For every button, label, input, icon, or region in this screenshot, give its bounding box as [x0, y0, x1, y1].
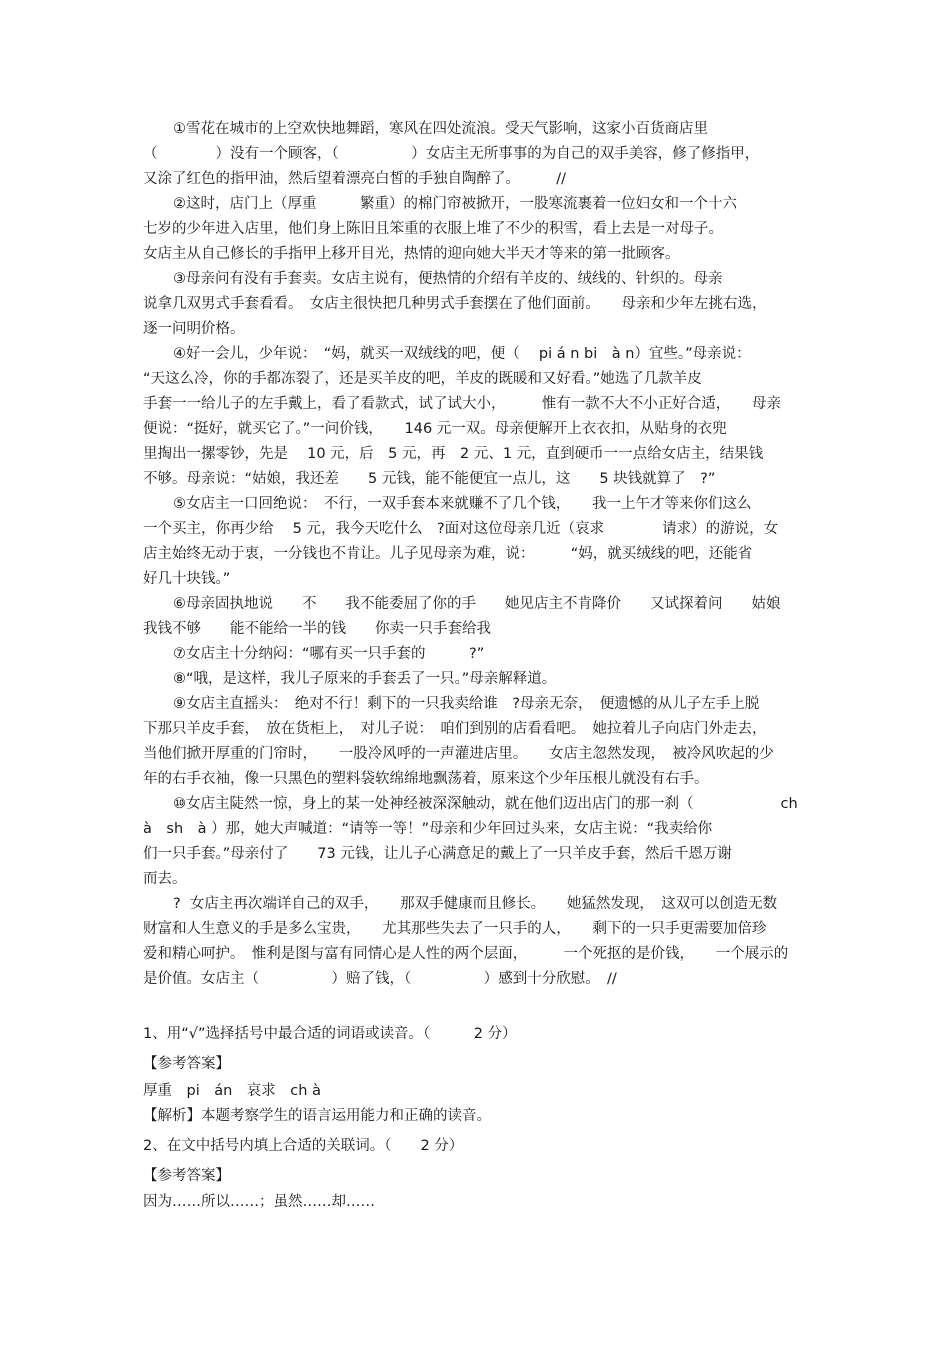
paragraph-5-line-3: 店主始终无动于衷，一分钱也不肯让。儿子见母亲为难，说： “妈，就买绒线的吧，还能省 [143, 546, 753, 562]
paragraph-6-line-1: ⑥母亲固执地说 不 我不能委屈了你的手 她见店主不肯降价 又试探着问 姑娘 [173, 596, 781, 612]
paragraph-3-line-1: ③母亲问有没有手套卖。女店主说有，便热情的介绍有羊皮的、绒线的、针织的。母亲 [173, 271, 723, 287]
paragraph-4-line-5: 里掏出一摞零钞，先是 10 元，后 5 元，再 2 元、1 元，直到硬币一一点给女店主，结果钱 [143, 446, 764, 462]
question-2: 2、在文中括号内填上合适的关联词。（ 2 分） [143, 1138, 464, 1154]
paragraph-10-line-1: ⑩女店主陡然一惊，身上的某一处神经被深深触动，就在他们迈出店门的那一刹（ ch [173, 796, 798, 812]
paragraph-3-line-2: 说拿几双男式手套看看。 女店主很快把几种男式手套摆在了他们面前。 母亲和少年左挑右选， [143, 296, 767, 312]
paragraph-2-line-2: 七岁的少年进入店里，他们身上陈旧且笨重的衣服上堆了不少的积雪，看上去是一对母子。 [143, 221, 723, 237]
answer-heading-2: 【参考答案】 [143, 1168, 230, 1184]
paragraph-7-line-1: ⑦女店主十分纳闷：“哪有买一只手套的 ?” [173, 646, 485, 662]
paragraph-1-line-2: （ ）没有一个顾客，（ ）女店主无所事事的为自己的双手美容，修了修指甲， [143, 146, 760, 162]
paragraph-4-line-2: “天这么冷，你的手都冻裂了，还是买羊皮的吧，羊皮的既暖和又好看。”她选了几款羊皮 [143, 371, 702, 387]
paragraph-11-line-4: 是价值。女店主（ ）赔了钱，（ ）感到十分欣慰。 // [143, 971, 617, 987]
analysis-1: 【解析】本题考察学生的语言运用能力和正确的读音。 [143, 1108, 491, 1124]
answer-heading-1: 【参考答案】 [143, 1056, 230, 1072]
paragraph-11-line-2: 财富和人生意义的手是多么宝贵， 尤其那些失去了一只手的人， 剩下的一只手更需要加倍珍 [143, 921, 767, 937]
question-1: 1、用“√”选择括号中最合适的词语或读音。（ 2 分） [143, 1026, 517, 1042]
paragraph-11-line-3: 爱和精心呵护。 惟利是图与富有同情心是人性的两个层面， 一个死抠的是价钱， 一个展示的 [143, 946, 789, 962]
paragraph-9-line-3: 当他们掀开厚重的门帘时， 一股冷风呼的一声灌进店里。 女店主忽然发现， 被冷风吹起的少 [143, 746, 774, 762]
paragraph-5-line-1: ⑤女店主一口回绝说： 不行，一双手套本来就赚不了几个钱， 我一上午才等来你们这么 [173, 496, 752, 512]
paragraph-10-line-4: 而去。 [143, 871, 187, 887]
paragraph-4-line-6: 不够。母亲说：“姑娘，我还差 5 元钱，能不能便宜一点儿，这 5 块钱就算了 ?” [143, 471, 716, 487]
paragraph-11-line-1: ? 女店主再次端详自己的双手， 那双手健康而且修长。 她猛然发现， 这双可以创造无数 [173, 896, 778, 912]
paragraph-4-line-4: 便说：“挺好，就买它了。”一问价钱， 146 元一双。母亲便解开上衣衣扣，从贴身的衣兜 [143, 421, 727, 437]
paragraph-9-line-4: 年的右手衣袖，像一只黑色的塑料袋软绵绵地飘荡着，原来这个少年压根儿就没有右手。 [143, 771, 709, 787]
paragraph-9-line-1: ⑨女店主直摇头： 绝对不行！剩下的一只我卖给谁 ?母亲无奈， 便遗憾的从儿子左手上脱 [173, 696, 760, 712]
paragraph-2-line-1: ②这时，店门上（厚重 繁重）的棉门帘被掀开，一股寒流裹着一位妇女和一个十六 [173, 196, 737, 212]
answer-1: 厚重 pi án 哀求 ch à [143, 1083, 321, 1099]
paragraph-8-line-1: ⑧“哦，是这样，我儿子原来的手套丢了一只。”母亲解释道。 [173, 671, 557, 687]
paragraph-10-line-3: 们一只手套。”母亲付了 73 元钱，让儿子心满意足的戴上了一只羊皮手套，然后千恩万谢 [143, 846, 732, 862]
paragraph-4-line-3: 手套一一给儿子的左手戴上，看了看款式，试了试大小， 惟有一款不大不小正好合适， 母亲 [143, 396, 781, 412]
paragraph-9-line-2: 下那只羊皮手套， 放在货柜上， 对儿子说： 咱们到别的店看看吧。 她拉着儿子向店门外走去， [143, 721, 767, 737]
paragraph-6-line-2: 我钱不够 能不能给一半的钱 你卖一只手套给我 [143, 621, 491, 637]
paragraph-4-line-1: ④好一会儿，少年说： “妈，就买一双绒线的吧，便（ pi á n bi à n）宜些。”母亲说： [173, 346, 751, 362]
paragraph-1-line-3: 又涂了红色的指甲油，然后望着漂亮白皙的手独自陶醉了。 // [143, 171, 567, 187]
paragraph-10-line-2: à sh à ）那，她大声喊道：“请等一等！”母亲和少年回过头来，女店主说：“我卖给你 [143, 821, 713, 837]
paragraph-1-line-1: ①雪花在城市的上空欢快地舞蹈，寒风在四处流浪。受天气影响，这家小百货商店里 [173, 121, 708, 137]
paragraph-3-line-3: 逐一问明价格。 [143, 321, 245, 337]
paragraph-2-line-3: 女店主从自己修长的手指甲上移开目光，热情的迎向她大半天才等来的第一批顾客。 [143, 246, 680, 262]
paragraph-5-line-4: 好几十块钱。” [143, 571, 231, 587]
answer-2: 因为……所以……；虽然……却…… [143, 1194, 375, 1210]
paragraph-5-line-2: 一个买主，你再少给 5 元，我今天吃什么 ?面对这位母亲几近（哀求 请求）的游说，女 [143, 521, 779, 537]
